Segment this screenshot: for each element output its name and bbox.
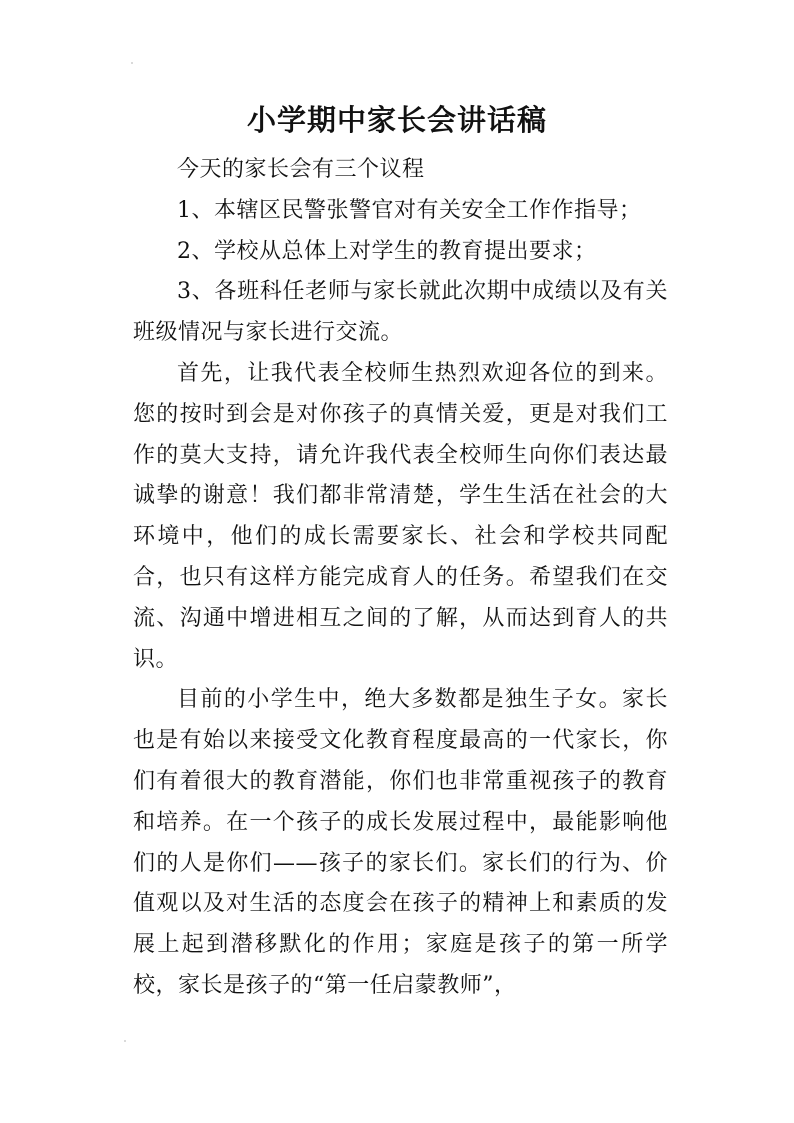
paragraph-agenda-item-2: 2、学校从总体上对学生的教育提出要求； [177, 238, 597, 264]
paragraph-parents-role: 目前的小学生中，绝大多数都是独生子女。家长也是有始以来接受文化教育程度最高的一代家长，你们有着很大的教育潜能，你们也非常重视孩子的教育和培养。在一个孩子的成长发展过程中，最能影响他们的人是你们——孩子的家长们。家长们的行为、价值观以及对生活的态度会在孩子的精神上和素质的发展上起到潜移默化的作用；家庭是孩子的第一所学校，家长是孩子的“第一任启蒙教师”， [133, 687, 668, 998]
paragraph-agenda-intro: 今天的家长会有三个议程 [177, 157, 425, 182]
scan-speck [124, 1040, 126, 1042]
scan-speck [131, 62, 133, 64]
paragraph-agenda-item-3: 3、各班科任老师与家长就此次期中成绩以及有关班级情况与家长进行交流。 [133, 279, 668, 346]
paragraph-welcome: 首先，让我代表全校师生热烈欢迎各位的到来。您的按时到会是对你孩子的真情关爱，更是对我们工作的莫大支持，请允许我代表全校师生向你们表达最诚挚的谢意！我们都非常清楚，学生生活在社会的大环境中，他们的成长需要家长、社会和学校共同配合，也只有这样方能完成育人的任务。希望我们在交流、沟通中增进相互之间的了解，从而达到育人的共识。 [133, 360, 668, 672]
paragraph-agenda-item-1: 1、本辖区民警张警官对有关安全工作作指导； [177, 197, 642, 223]
document-title: 小学期中家长会讲话稿 [246, 103, 547, 137]
document-body [133, 150, 668, 1007]
